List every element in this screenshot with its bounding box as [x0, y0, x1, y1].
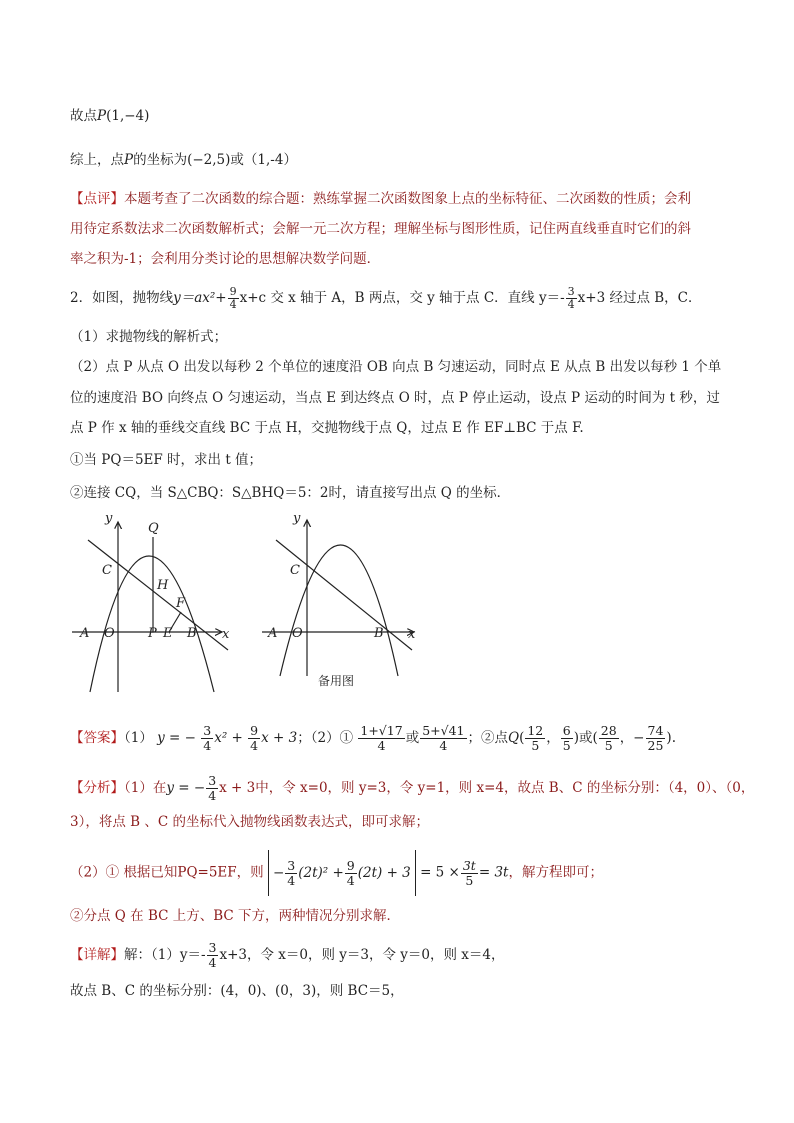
- figure-caption: 备用图: [318, 674, 355, 688]
- den: 5: [465, 872, 474, 888]
- label-y-2: y: [293, 511, 301, 526]
- num: 74: [647, 723, 664, 738]
- label-h: H: [157, 578, 169, 593]
- analysis-tag: 【分析】: [70, 780, 124, 796]
- text: （1）求抛物线的解析式；: [70, 329, 228, 345]
- num: 9: [346, 858, 355, 873]
- label-b: B: [187, 626, 197, 641]
- absolute-value: [268, 850, 416, 896]
- point-label: Q: [508, 730, 520, 746]
- label-y: y: [105, 511, 113, 526]
- text: 率之积为-1；会利用分类讨论的思想解决数学问题．: [70, 251, 381, 267]
- den: 4: [250, 738, 259, 753]
- num: 28: [600, 723, 617, 738]
- math: = 3t: [478, 864, 509, 881]
- math: y＝ax²+: [173, 290, 227, 306]
- fraction: [345, 859, 357, 888]
- label-x: x: [222, 627, 230, 642]
- den: 4: [208, 955, 217, 970]
- text: 综上，点: [70, 152, 124, 168]
- label-o-2: O: [292, 626, 303, 641]
- fraction: [248, 724, 260, 753]
- fraction: [207, 941, 219, 970]
- point-coords: (1,−4): [106, 108, 150, 124]
- num: 6: [562, 723, 571, 738]
- fraction: [646, 724, 666, 753]
- fraction: [420, 724, 466, 753]
- label-c-2: C: [290, 563, 300, 578]
- num: 3: [287, 858, 296, 873]
- text: 本题考查了二次函数的综合题：熟练掌握二次函数图象上点的坐标特征、二次函数的性质；会利: [124, 191, 691, 207]
- label-f: F: [176, 596, 186, 611]
- den: 4: [567, 298, 575, 311]
- den: 4: [229, 298, 237, 311]
- den: 5: [562, 738, 571, 753]
- math: y = −: [157, 730, 196, 746]
- analysis-line-4: [70, 906, 400, 926]
- text: 3），将点 B 、C 的坐标代入抛物线函数表达式，即可求解；: [70, 814, 429, 830]
- num: 3: [208, 940, 217, 955]
- text: ②分点 Q 在 BC 上方、BC 下方，两种情况分别求解．: [70, 908, 401, 924]
- fraction: [201, 724, 213, 753]
- text: （2）点 P 从点 O 出发以每秒 2 个单位的速度沿 OB 向点 B 匀速运动，同时点 E 从点 B 出发以每秒 1 个单: [70, 359, 722, 375]
- answer-tag: 【答案】: [70, 730, 124, 746]
- den: 4: [377, 738, 386, 753]
- fraction: [358, 724, 404, 753]
- detail-tag: 【详解】: [70, 947, 124, 963]
- text: 用待定系数法求二次函数解析式；会解一元二次方程；理解坐标与图形性质，记住两直线垂直时它们的斜: [70, 221, 691, 237]
- text: （1）在: [124, 780, 167, 796]
- math: (2t)² +: [298, 865, 344, 881]
- num: 3: [567, 285, 575, 298]
- label-b-2: B: [374, 626, 384, 641]
- num: 3t: [462, 857, 476, 873]
- review-tag: 【点评】: [70, 191, 124, 207]
- detail-line-1: [70, 937, 505, 973]
- text: 解：（1）y＝-: [124, 947, 206, 963]
- label-q: Q: [148, 521, 159, 536]
- num: 9: [229, 285, 237, 298]
- figure-2: [262, 520, 414, 676]
- den: 4: [203, 738, 212, 753]
- analysis-line-3: [70, 850, 603, 896]
- text: 故点 B、C 的坐标分别：(4，0)、(0，3)，则 BC＝5，: [70, 983, 404, 999]
- or-text: 或: [230, 152, 244, 168]
- text: 故点: [70, 108, 97, 124]
- analysis-line-1: [70, 770, 754, 806]
- num: 1+√17: [360, 723, 403, 738]
- num: 12: [527, 723, 544, 738]
- text: ；（2）①: [297, 730, 354, 746]
- fraction: [285, 859, 297, 888]
- math: x + 3: [261, 730, 298, 746]
- label-o: O: [104, 626, 115, 641]
- den: 4: [439, 738, 448, 753]
- num: 3: [203, 723, 212, 738]
- den: 5: [604, 738, 613, 753]
- text: ②连接 CQ，当 S△CBQ：S△BHQ＝5：2时，请直接写出点 Q 的坐标．: [70, 485, 511, 501]
- num: 3: [208, 773, 217, 788]
- den: 4: [346, 873, 355, 888]
- num: 9: [250, 723, 259, 738]
- text: （1）: [124, 730, 153, 746]
- or-text: 或: [579, 730, 593, 746]
- text: .: [671, 730, 676, 746]
- label-p: P: [148, 626, 157, 641]
- text: x+c 交 x 轴于 A，B 两点，交 y 轴于点 C．直线 y＝-: [239, 290, 565, 306]
- text: x+3，令 x＝0，则 y＝3，令 y＝0，则 x＝4，: [219, 947, 505, 963]
- text: ，解方程即可；: [508, 864, 603, 881]
- label-e: E: [163, 626, 173, 641]
- den: 25: [647, 738, 664, 753]
- den: 4: [287, 873, 296, 888]
- text: x+3 经过点 B，C．: [577, 290, 702, 306]
- point-label: P: [97, 108, 107, 124]
- text: 2．如图，抛物线: [70, 290, 174, 306]
- math: x² +: [214, 730, 243, 746]
- text: 位的速度沿 BO 向终点 O 匀速运动，当点 E 到达终点 O 时，点 P 停止运动，设点 P 运动的时间为 t 秒，过: [70, 390, 720, 406]
- fraction: [206, 774, 218, 803]
- text: ①当 PQ＝5EF 时，求出 t 值；: [70, 452, 263, 468]
- fraction: [599, 724, 619, 753]
- fraction: [525, 724, 545, 753]
- math: y = −: [166, 780, 206, 796]
- text: （2）① 根据已知PQ=5EF，则: [70, 864, 264, 881]
- math: −: [272, 865, 285, 881]
- coords-2: （1,-4）: [243, 152, 297, 168]
- coords-1: (−2,5): [187, 152, 231, 168]
- den: 4: [208, 788, 217, 803]
- label-c: C: [102, 563, 112, 578]
- analysis-line-2: [70, 812, 429, 832]
- label-x-2: x: [408, 627, 416, 642]
- or-text: 或: [405, 730, 420, 746]
- den: 5: [531, 738, 540, 753]
- num: 5+√41: [422, 723, 465, 738]
- answer-line: 【答案】（1） y = − $\frac{3}{4}$ x² + $\frac{9}{4}$ x + 3；（2）① $\frac{1+√17}{4}$ 或 $\frac{5+√41}{4}$ ；②点Q( $\frac{12}{5}$ ， $\frac{6}{5}$ )或( $\frac{28}{5}$ ，− $\frac{74}{25}$ ).: [70, 723, 676, 753]
- fraction: [561, 724, 573, 753]
- math: = 5 ×: [420, 864, 460, 881]
- fraction: [461, 859, 478, 888]
- text: ；②点: [467, 730, 508, 746]
- math: (2t) + 3: [357, 865, 411, 881]
- text: x + 3中，令 x=0，则 y=3，令 y=1，则 x=4，故点 B、C 的坐标分别：（4，0）、（0，: [219, 780, 755, 796]
- text: 的坐标为: [133, 152, 188, 168]
- detail-line-2: [70, 981, 404, 1001]
- figure-1: [72, 522, 228, 692]
- point-label: P: [124, 152, 134, 168]
- label-a: A: [80, 626, 90, 641]
- label-a-2: A: [268, 626, 278, 641]
- text: 点 P 作 x 轴的垂线交直线 BC 于点 H，交抛物线于点 Q，过点 E 作 EF⊥BC 于点 F.: [70, 420, 584, 436]
